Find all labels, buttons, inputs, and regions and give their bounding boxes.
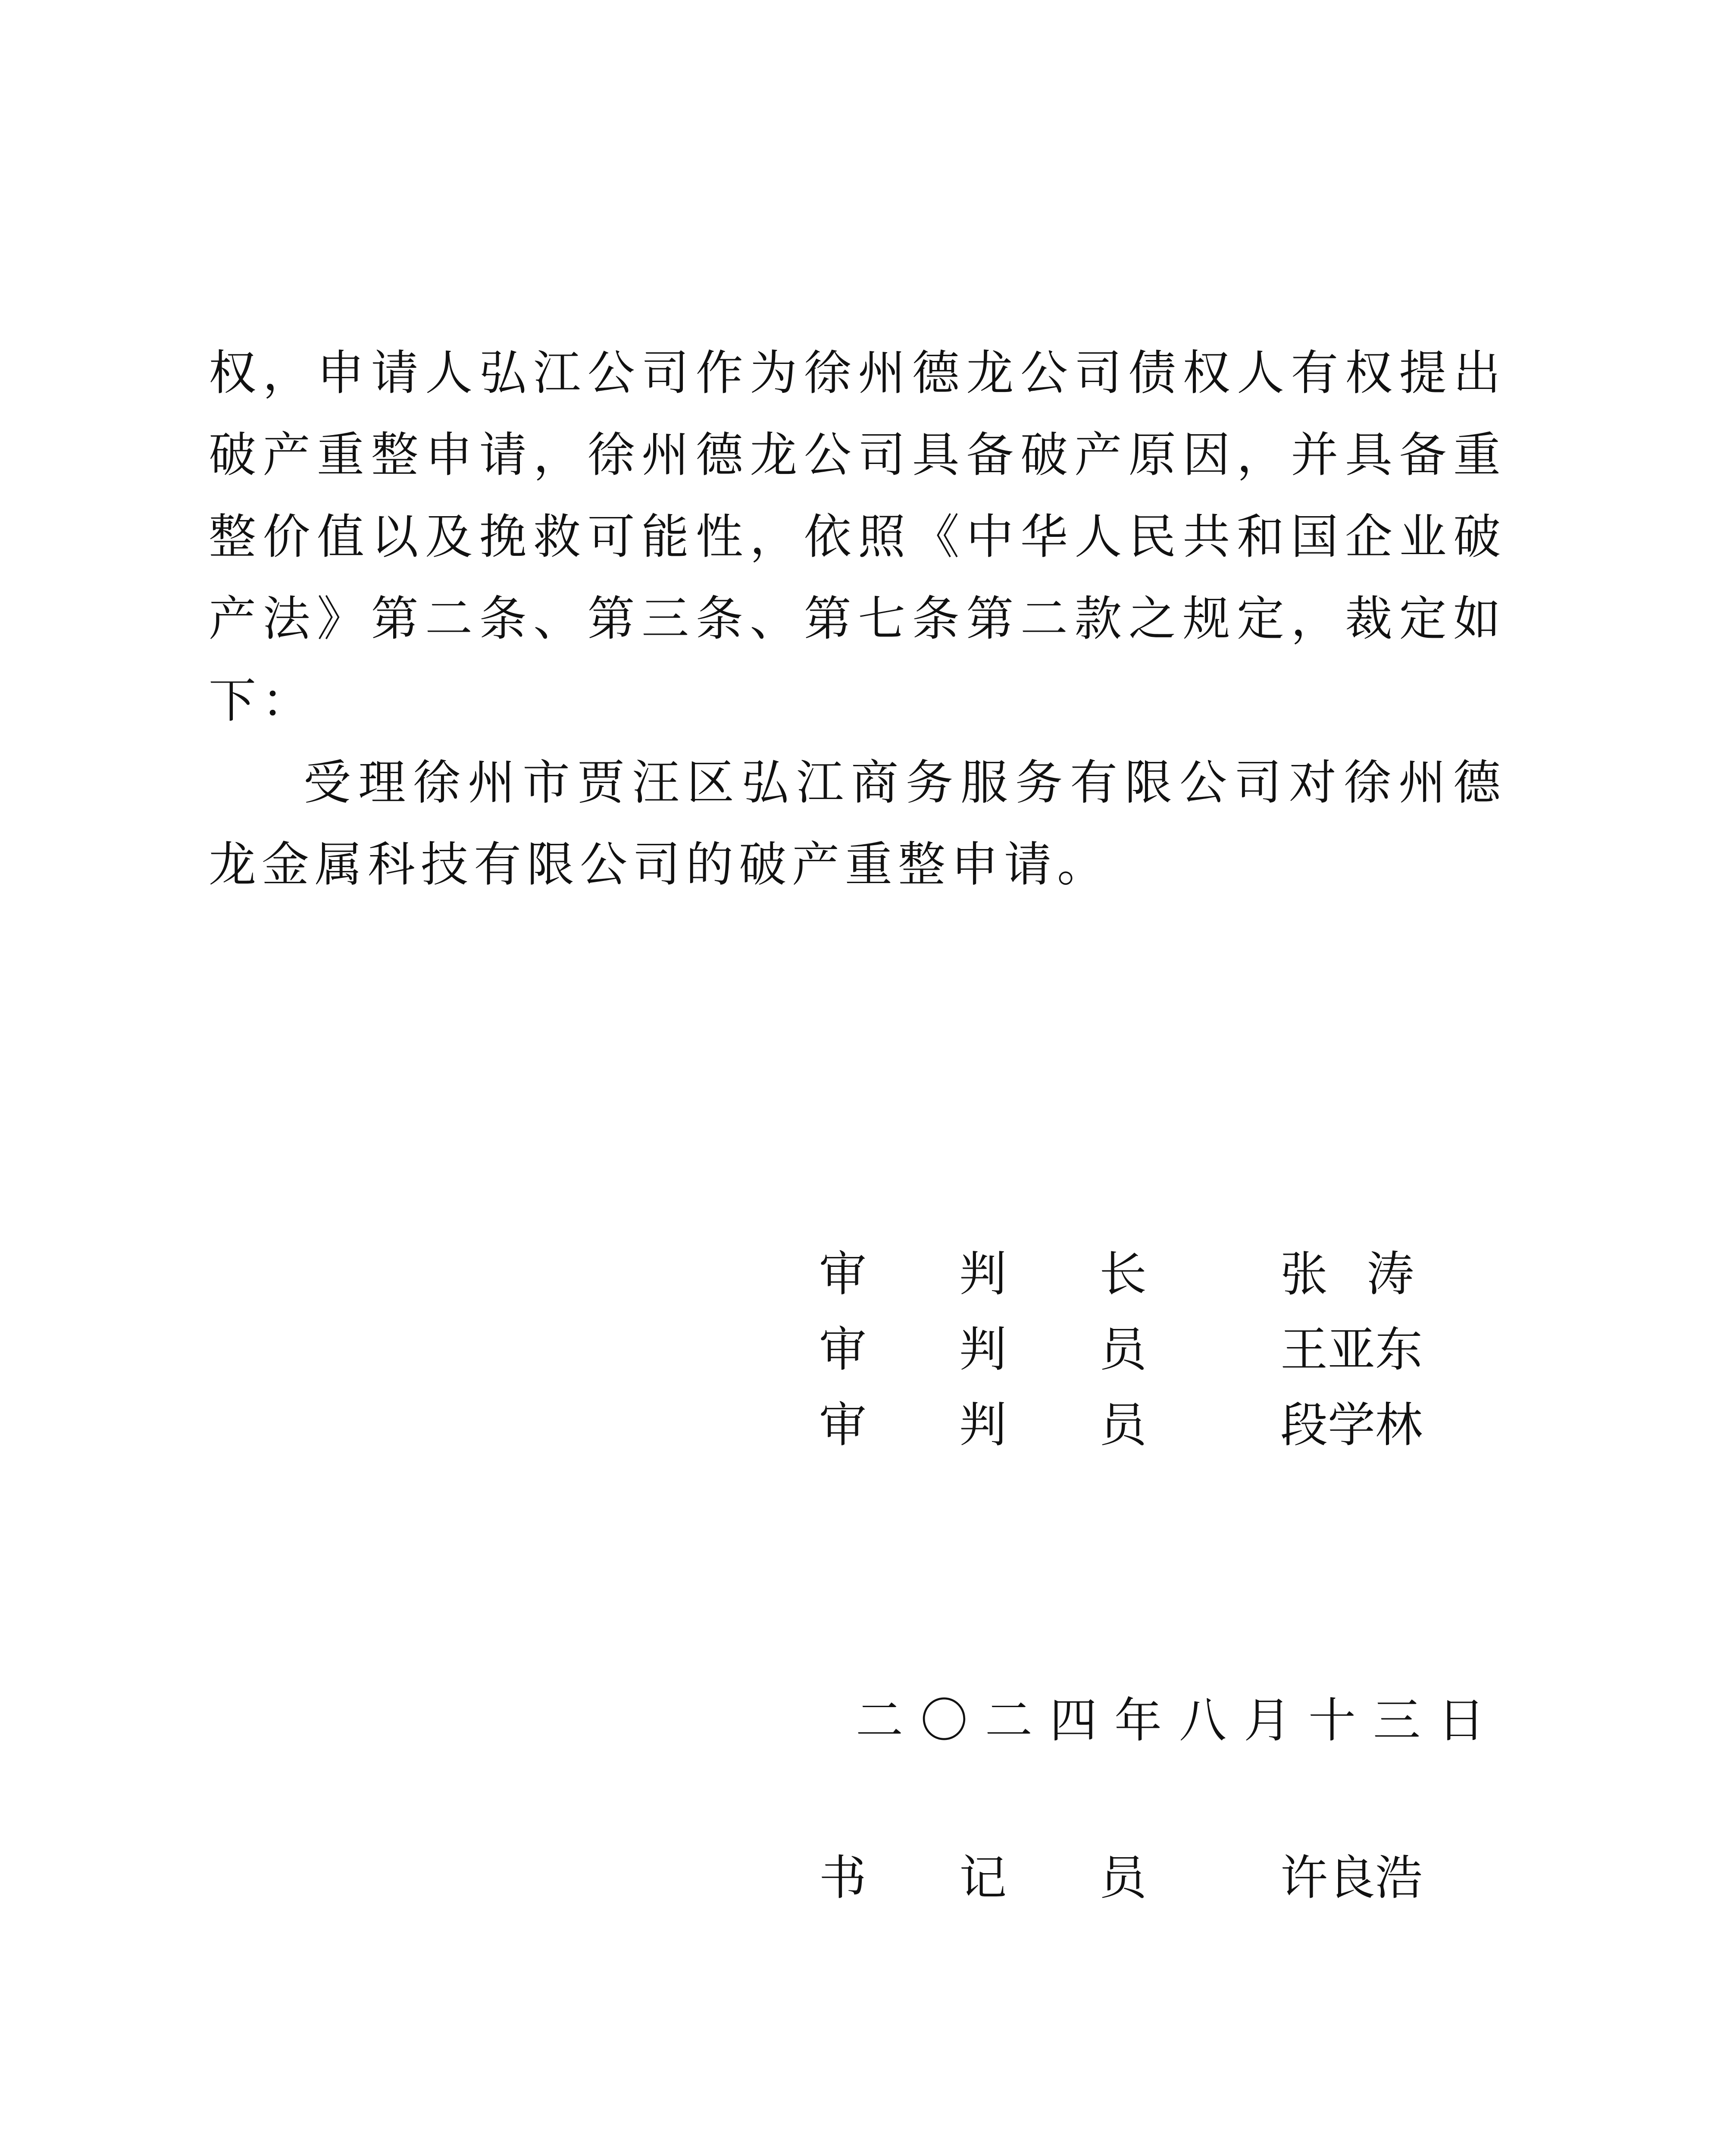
signature-name: 王亚东	[1280, 1322, 1423, 1377]
ruling-paragraph-decision: 受理徐州市贾汪区弘江商务服务有限公司对徐州德龙金属科技有限公司的破产重整申请。	[209, 755, 1506, 892]
signature-name: 许良浩	[1280, 1850, 1423, 1905]
title-char: 记	[959, 1850, 1007, 1905]
title-char: 员	[1099, 1398, 1147, 1453]
signature-title	[819, 1244, 1147, 1304]
title-char: 审	[819, 1322, 866, 1377]
ruling-date: 二〇二四年八月十三日	[856, 1693, 1502, 1748]
title-char: 判	[959, 1322, 1007, 1377]
signature-title	[819, 1319, 1147, 1380]
signature-name: 段学林	[1280, 1398, 1423, 1453]
title-char: 书	[819, 1850, 866, 1905]
signature-title	[819, 1395, 1147, 1455]
title-char: 判	[959, 1247, 1007, 1302]
ruling-body	[209, 332, 1506, 906]
name-char: 张	[1280, 1247, 1328, 1302]
title-char: 员	[1099, 1850, 1147, 1905]
title-char: 判	[959, 1398, 1007, 1453]
title-char: 长	[1099, 1247, 1147, 1302]
title-char: 员	[1099, 1322, 1147, 1377]
name-char: 涛	[1367, 1247, 1414, 1302]
title-char: 审	[819, 1247, 866, 1302]
signature-title	[819, 1848, 1147, 1908]
title-char: 审	[819, 1398, 866, 1453]
signature-name	[1280, 1244, 1414, 1304]
ruling-paragraph-reasoning: 权，申请人弘江公司作为徐州德龙公司债权人有权提出破产重整申请，徐州德龙公司具备破产原因，并具备重整价值以及挽救可能性，依照《中华人民共和国企业破产法》第二条、第三条、第七条第二款之规定，裁定如下：	[209, 345, 1506, 728]
